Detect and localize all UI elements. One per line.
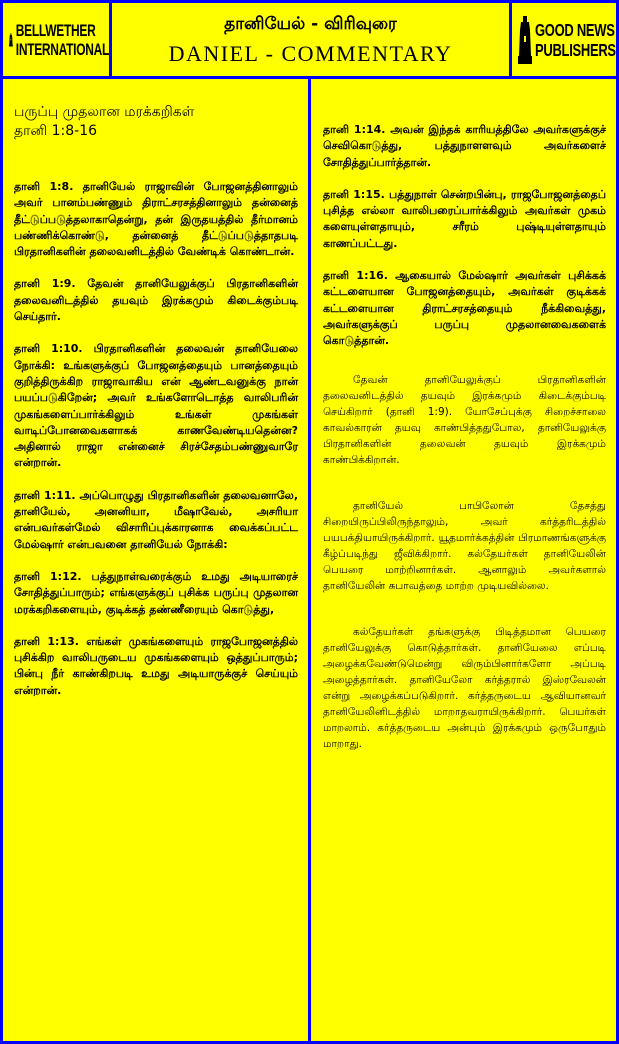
bellwether-logo xyxy=(3,3,109,76)
verse-paragraph: தானி 1:14. அவன் இந்தக் காரியத்திலே அவர்களுக்குச் செவிகொடுத்து, பத்துநாளளவும் அவர்களைச் சோதித்துப்பார்த்தான். xyxy=(323,123,606,169)
verse-paragraph: தானி 1:15. பத்துநாள் சென்றபின்பு, ராஜபோஜனத்தைப் புசித்த எல்லா வாலிபரைப்பார்க்கிலும் அவர்கள் முகம் களையுள்ளதாயும், சரீரம் புஷ்டியுள்ளதாயும் காணப்பட்டது. xyxy=(323,187,606,250)
page-title-tamil: தானியேல் - விரிவுரை xyxy=(224,14,397,34)
logo-line: GOOD NEWS xyxy=(535,19,615,40)
good-news-logo xyxy=(512,3,616,76)
logo-line: BELLWETHER xyxy=(15,20,96,40)
verse-paragraph: தானி 1:9. தேவன் தானியேலுக்குப் பிரதானிகளின் தலைவனிடத்தில் தயவும் இரக்கமும் கிடைக்கும்படி செய்தார். xyxy=(14,277,298,324)
verse-paragraph: தானி 1:16. ஆகையால் மேல்ஷார் அவர்கள் புசிக்கக் கட்டளையான போஜனத்தையும், அவர்கள் குடிக்கக் கட்டளையான திராட்சரசத்தையும் நீக்கிவைத்து, அவர்களுக்குப் பருப்பு முதலானவைகளைக் கொடுத்தான். xyxy=(323,269,606,348)
verse-paragraph: தானி 1:8. தானியேல் ராஜாவின் போஜனத்தினாலும் அவர் பானம்பண்ணும் திராட்சரசத்தினாலும் தன்னைத் தீட்டுப்படுத்தலாகாதென்று, தன் இருதயத்தில் தீர்மானம் பண்ணிக்கொண்டு, தன்னைத் தீட்டுப்படுத்தாதபடி பிரதானிகளின் தலைவனிடத்தில் வேண்டிக் கொண்டான். xyxy=(14,180,298,259)
logo-line: PUBLISHERS xyxy=(535,39,616,60)
verse-paragraph: தானி 1:12. பத்துநாள்வரைக்கும் உமது அடியாரைச் சோதித்துப்பாரும்; எங்களுக்குப் புசிக்க பருப்பு முதலான மரக்கறிகளையும், குடிக்கத் தண்ணீரையும் கொடுத்து, xyxy=(14,569,298,616)
commentary-paragraph: தேவன் தானியேலுக்குப் பிரதானிகளின் தலைவனிடத்தில் தயவும் இரக்கமும் கிடைக்கும்படி செய்கிறார் (தானி 1:9). யோசேப்புக்கு சிறைச்சாலை காவல்காரன் தயவு காண்பித்ததுபோல, தானியேலுக்கு பிரதானிகளின் தலைவன் தயவும் இரக்கமும் காண்பிக்கிறான். xyxy=(323,373,606,466)
commentary-paragraph: கல்தேயர்கள் தங்களுக்கு பிடித்தமான பெயரை தானியேலுக்கு கொடுத்தார்கள். தானியேலை எப்படி அழைக்கவேண்டுமென்று விரும்பினார்களோ அப்படி அழைத்தார்கள். தானியேலோ கர்த்தரால் இஸ்ரவேலன் என்று அழைக்கப்படுகிறார். கர்த்தருடைய ஆவியானவர் தானியேலினிடத்தில் மாறாதவராயிருக்கிறார். பெயர்கள் மாறலாம். கர்த்தருடைய அன்பும் இரக்கமும் ஒருபோதும் மாறாது. xyxy=(323,625,606,750)
tower-icon xyxy=(9,16,13,64)
title-panel xyxy=(112,3,509,76)
right-column xyxy=(311,79,616,1041)
tower-icon xyxy=(518,16,532,64)
verse-paragraph: தானி 1:13. எங்கள் முகங்களையும் ராஜபோஜனத்தில் புசிக்கிற வாலிபருடைய முகங்களையும் ஒத்துப்பாரும்; பின்பு நீர் காண்கிறபடி உமது அடியாருக்குச் செய்யும் என்றான். xyxy=(14,634,298,697)
page-title-english: DANIEL - COMMENTARY xyxy=(168,41,453,66)
section-reference: தானி 1:8-16 xyxy=(14,123,98,139)
verse-paragraph: தானி 1:11. அப்பொழுது பிரதானிகளின் தலைவனாலே, தானியேல், அனனியா, மீஷாவேல், அசரியா என்பவர்கள்மேல் விசாரிப்புக்காரனாக வைக்கப்பட்ட மேல்ஷார் என்பவனை தானியேல் நோக்கி: xyxy=(14,488,298,551)
left-column xyxy=(3,79,308,1041)
commentary-paragraph: தானியேல் பாபிலோன் தேசத்து சிறையிருப்பிலிருந்தாலும், அவர் கர்த்தரிடத்தில் பயபக்தியாயிருக்கிறார். யூதமார்க்கத்தின் பிரமாணங்களுக்கு கீழ்ப்படிந்து ஜீவிக்கிறார். கல்தேயர்கள் தானியேலின் பெயரை மாற்றினார்கள். ஆனாலும் அவர்களால் தானியேலின் சுபாவத்தை மாற்ற முடியவில்லை. xyxy=(323,499,606,592)
logo-line: INTERNATIONAL xyxy=(15,39,109,59)
verse-paragraph: தானி 1:10. பிரதானிகளின் தலைவன் தானியேலை நோக்கி: உங்களுக்குப் போஜனத்தையும் பானத்தையும் குறித்திருக்கிற ராஜாவாகிய என் ஆண்டவனுக்கு நான் பயப்படுகிறேன்; அவர் உங்களோடொத்த வாலிபரின் முகங்களைப்பார்க்கிலும் உங்கள் முகங்கள் வாடிப்போனவைகளாகக் காணவேண்டியதென்ன? அதினால் ராஜா என்னைச் சிரச்சேதம்பண்ணுவாரே என்றான். xyxy=(14,342,298,470)
section-heading: பருப்பு முதலான மரக்கறிகள் xyxy=(14,104,195,120)
